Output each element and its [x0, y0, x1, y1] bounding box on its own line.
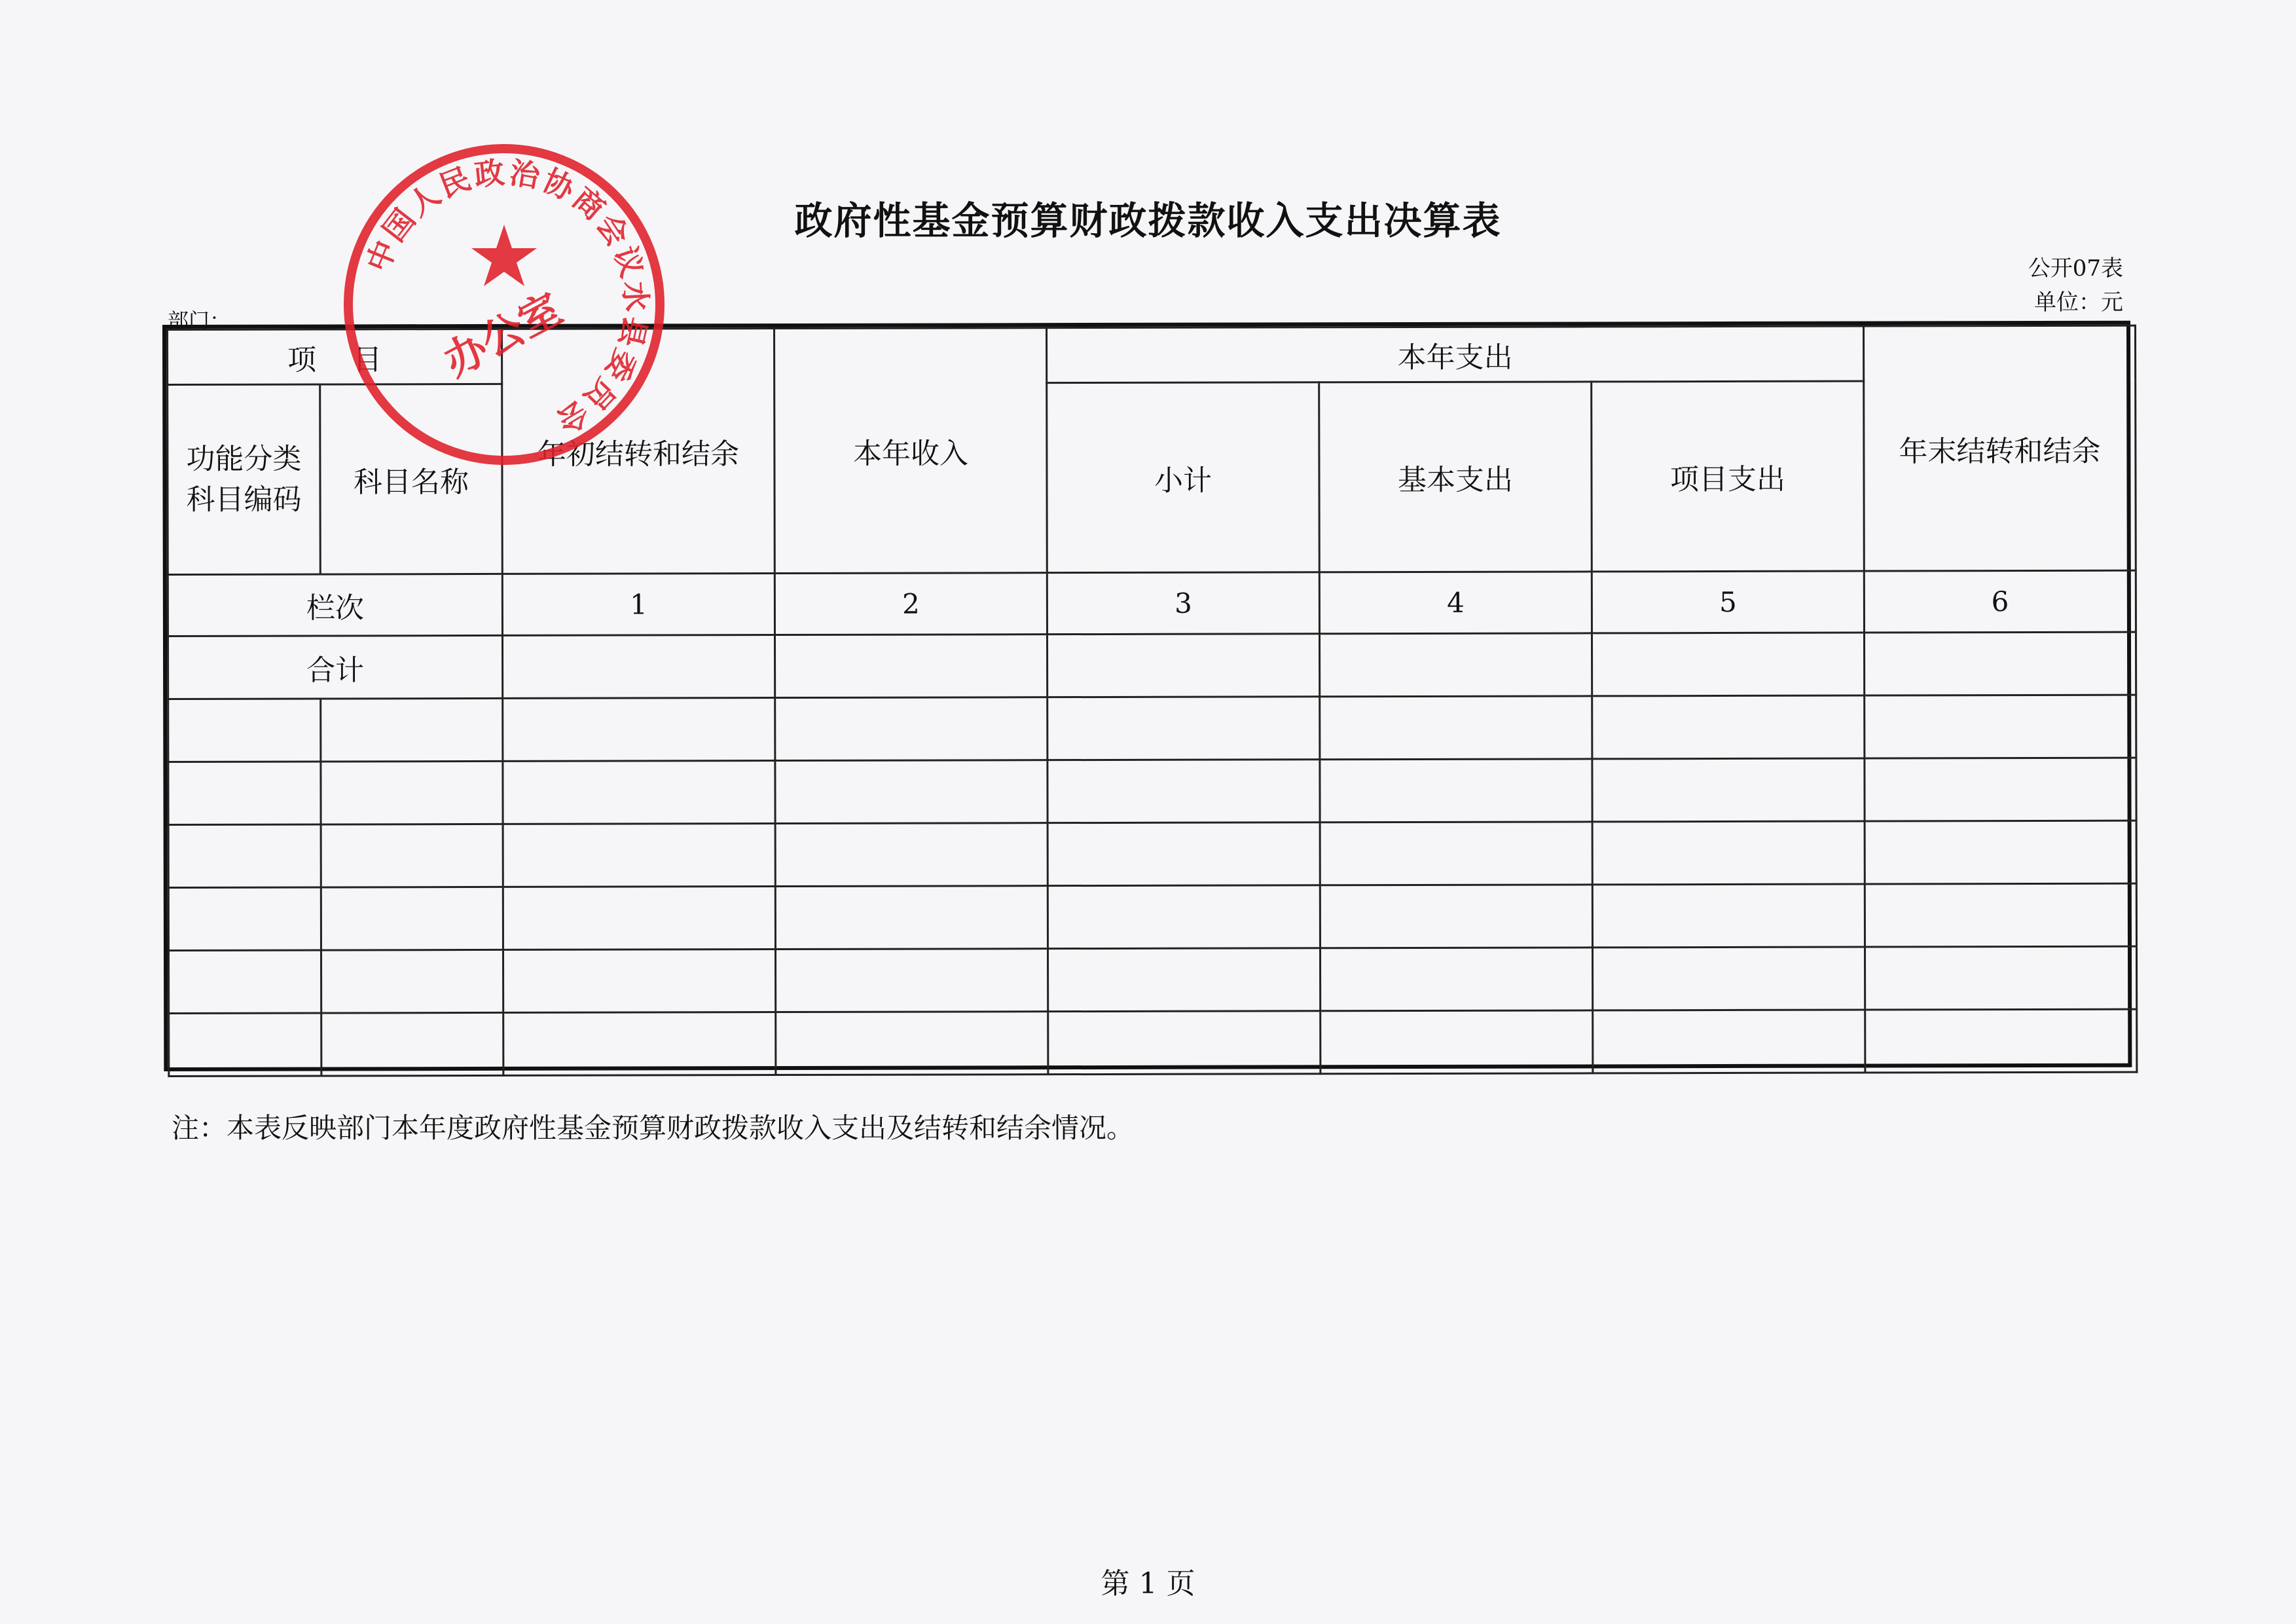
table-row: [169, 1009, 2137, 1076]
header-subtotal: 小计: [1047, 382, 1320, 573]
table-cell: [1592, 884, 1865, 948]
form-number: 公开07表: [2028, 255, 2123, 282]
header-closing-balance: 年末结转和结余: [1864, 325, 2136, 571]
table-cell: [1593, 1010, 1865, 1073]
header-subject-name: 科目名称: [320, 384, 503, 574]
table-cell: [503, 698, 775, 762]
table-cell: [775, 886, 1048, 950]
column-index-3: 3: [1047, 572, 1319, 635]
table-cell: [1048, 948, 1321, 1012]
department-label: 部门：: [168, 308, 231, 333]
table-cell: [503, 1012, 776, 1076]
table-row: [168, 695, 2136, 762]
table-cell: [1321, 1010, 1593, 1074]
header-item: 项 目: [168, 329, 502, 384]
table-cell: [1320, 885, 1592, 948]
total-cell-4: [1320, 633, 1592, 697]
table-cell: [1593, 947, 1865, 1010]
column-index-4: 4: [1319, 572, 1592, 634]
table-cell: [776, 1012, 1048, 1075]
table-cell: [775, 760, 1048, 824]
table-cell: [1592, 758, 1865, 822]
table-cell: [1048, 822, 1320, 886]
table-cell: [1865, 1009, 2137, 1073]
header-basic-expense: 基本支出: [1319, 382, 1592, 572]
total-cell-3: [1048, 634, 1320, 697]
table-cell: [168, 824, 321, 887]
total-cell-1: [503, 635, 775, 699]
table-cell: [168, 762, 321, 824]
seal-center-text: 办公室: [436, 284, 570, 387]
header-current-expense: 本年支出: [1047, 326, 1864, 383]
table-cell: [1865, 821, 2136, 884]
table-cell: [1320, 822, 1592, 885]
table-cell: [321, 824, 503, 887]
table-cell: [503, 761, 775, 824]
table-cell: [168, 699, 321, 762]
column-index-label: 栏次: [168, 574, 502, 636]
table-cell: [1592, 821, 1865, 885]
table-cell: [1048, 885, 1320, 949]
table-cell: [1865, 758, 2136, 821]
table-cell: [775, 823, 1048, 887]
column-index-5: 5: [1592, 571, 1864, 633]
table-cell: [776, 949, 1048, 1012]
table-cell: [321, 698, 503, 762]
header-opening-balance: 年初结转和结余: [502, 329, 775, 574]
seal-ring-text: 中国人民政治协商会议水县委员会: [359, 154, 654, 441]
seal-star-icon: [471, 225, 537, 286]
table-cell: [321, 761, 503, 824]
page-title: 政府性基金预算财政拨款收入支出决算表: [794, 198, 1502, 243]
table-row: [168, 883, 2136, 950]
column-index-2: 2: [774, 573, 1047, 635]
total-row: [168, 632, 2136, 699]
footnote: 注：本表反映部门本年度政府性基金预算财政拨款收入支出及结转和结余情况。: [172, 1112, 1135, 1144]
table-cell: [168, 887, 321, 950]
column-index-6: 6: [1864, 570, 2136, 633]
table-row: [168, 758, 2136, 824]
table-cell: [503, 887, 775, 950]
official-seal-stamp: [340, 141, 668, 468]
table-cell: [775, 697, 1048, 761]
header-project-expense: 项目支出: [1592, 381, 1865, 572]
table-cell: [503, 824, 775, 887]
table-cell: [321, 1012, 503, 1076]
table-cell: [1048, 760, 1320, 823]
table-cell: [1320, 759, 1592, 822]
table-cell: [1321, 948, 1593, 1011]
unit-label: 单位：元: [2034, 289, 2123, 316]
table-cell: [169, 950, 321, 1013]
table-cell: [321, 887, 503, 950]
table-cell: [321, 950, 503, 1013]
total-cell-5: [1592, 633, 1865, 696]
table-cell: [1592, 695, 1865, 759]
total-cell-6: [1865, 632, 2136, 695]
table-row: [169, 946, 2137, 1013]
header-current-income: 本年收入: [774, 328, 1048, 574]
table-cell: [1048, 697, 1320, 760]
table-cell: [1865, 883, 2136, 947]
table-cell: [1865, 946, 2137, 1010]
table-row: [168, 821, 2136, 887]
column-index-1: 1: [502, 574, 774, 636]
table-cell: [1320, 696, 1592, 760]
table-cell: [1865, 695, 2136, 758]
table-cell: [169, 1013, 321, 1076]
page-number: 第 1 页: [1101, 1567, 1195, 1600]
table-cell: [1048, 1011, 1321, 1075]
header-function-code: 功能分类 科目编码: [168, 384, 321, 574]
total-cell-2: [775, 635, 1048, 698]
total-label: 合计: [168, 635, 502, 699]
table-cell: [503, 950, 776, 1013]
